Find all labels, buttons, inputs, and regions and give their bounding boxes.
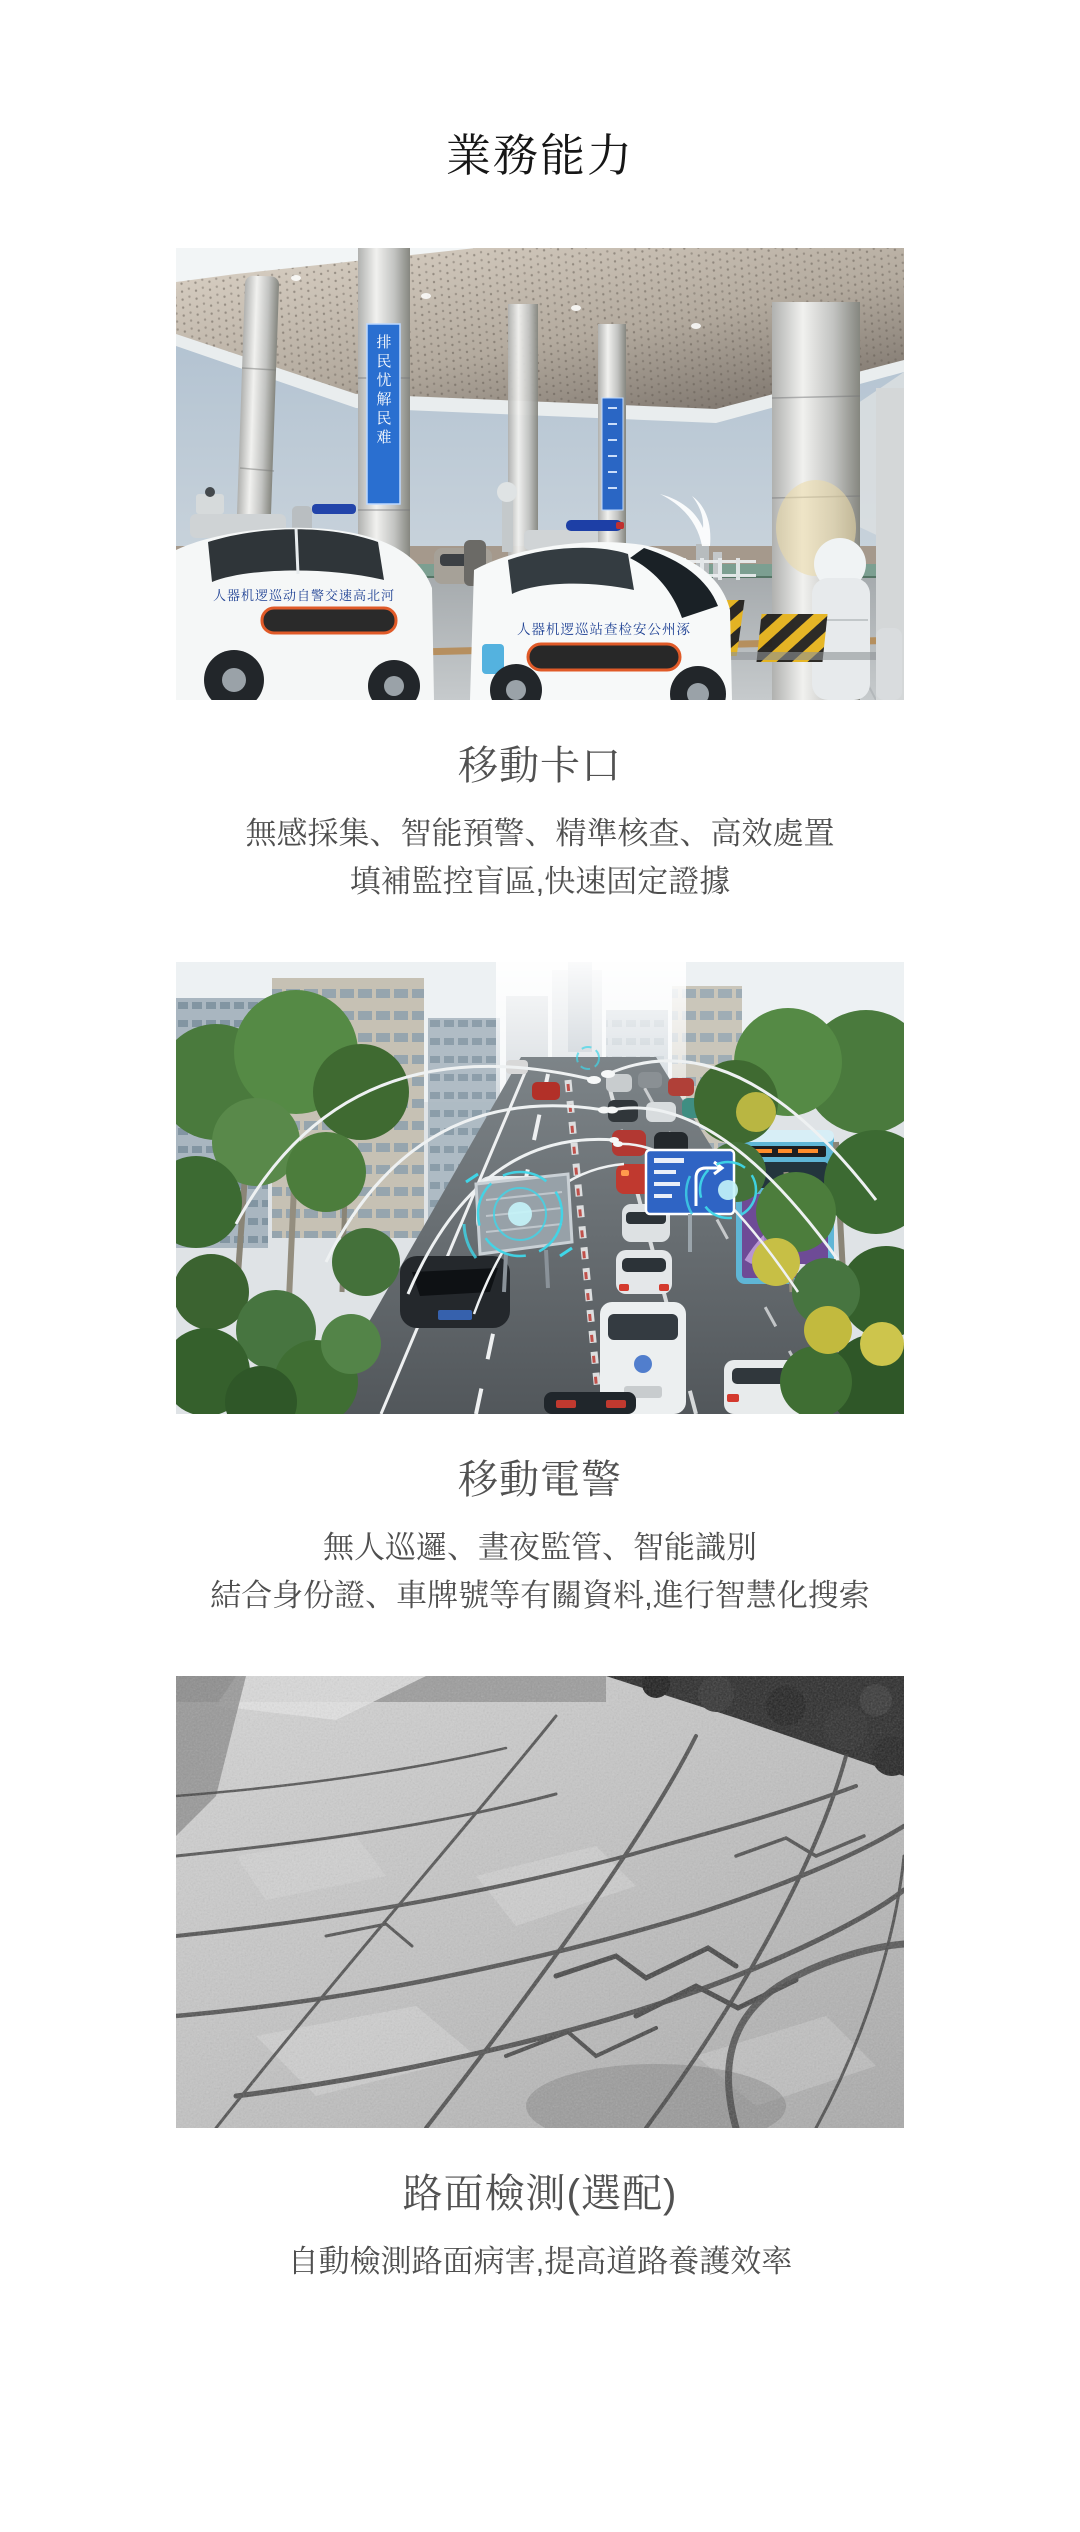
section-description bbox=[176, 810, 904, 906]
section-road-surface-detection bbox=[176, 1676, 904, 2286]
description-line: 填補監控盲區,快速固定證據 bbox=[349, 864, 731, 899]
toll-station-illustration bbox=[176, 248, 904, 700]
cracked-pavement-illustration bbox=[176, 1676, 904, 2128]
dark-car-bottom bbox=[544, 1392, 636, 1414]
section-title: 移動卡口 bbox=[458, 744, 622, 788]
city-traffic-illustration bbox=[176, 962, 904, 1414]
film-grain-overlay bbox=[176, 1676, 904, 2128]
car-side-text: 人器机逻巡动自警交速高北河 bbox=[212, 588, 396, 603]
section-description bbox=[176, 1524, 904, 1620]
description-line: 結合身份證、車牌號等有關資料,進行智慧化搜索 bbox=[210, 1578, 870, 1613]
photo-cracked-pavement bbox=[176, 1676, 904, 2128]
description-line: 自動檢測路面病害,提高道路養護效率 bbox=[287, 2244, 793, 2279]
banner-text: 排民忧解民难 bbox=[374, 334, 392, 448]
page-title: 業務能力 bbox=[445, 130, 634, 181]
section-title: 移動電警 bbox=[458, 1458, 622, 1502]
photo-toll-station bbox=[176, 248, 904, 700]
photo-city-traffic bbox=[176, 962, 904, 1414]
section-title: 路面檢測(選配) bbox=[402, 2172, 678, 2216]
section-mobile-checkpoint bbox=[176, 248, 904, 906]
business-capability-page bbox=[0, 128, 1080, 2532]
car-side-text: 人器机逻巡站查检安公州涿 bbox=[517, 622, 691, 637]
description-line: 無人巡邏、晝夜監管、智能識別 bbox=[323, 1530, 757, 1565]
section-mobile-traffic-police bbox=[176, 962, 904, 1620]
section-description bbox=[176, 2238, 904, 2286]
description-line: 無感採集、智能預警、精準核查、高效處置 bbox=[245, 816, 835, 851]
